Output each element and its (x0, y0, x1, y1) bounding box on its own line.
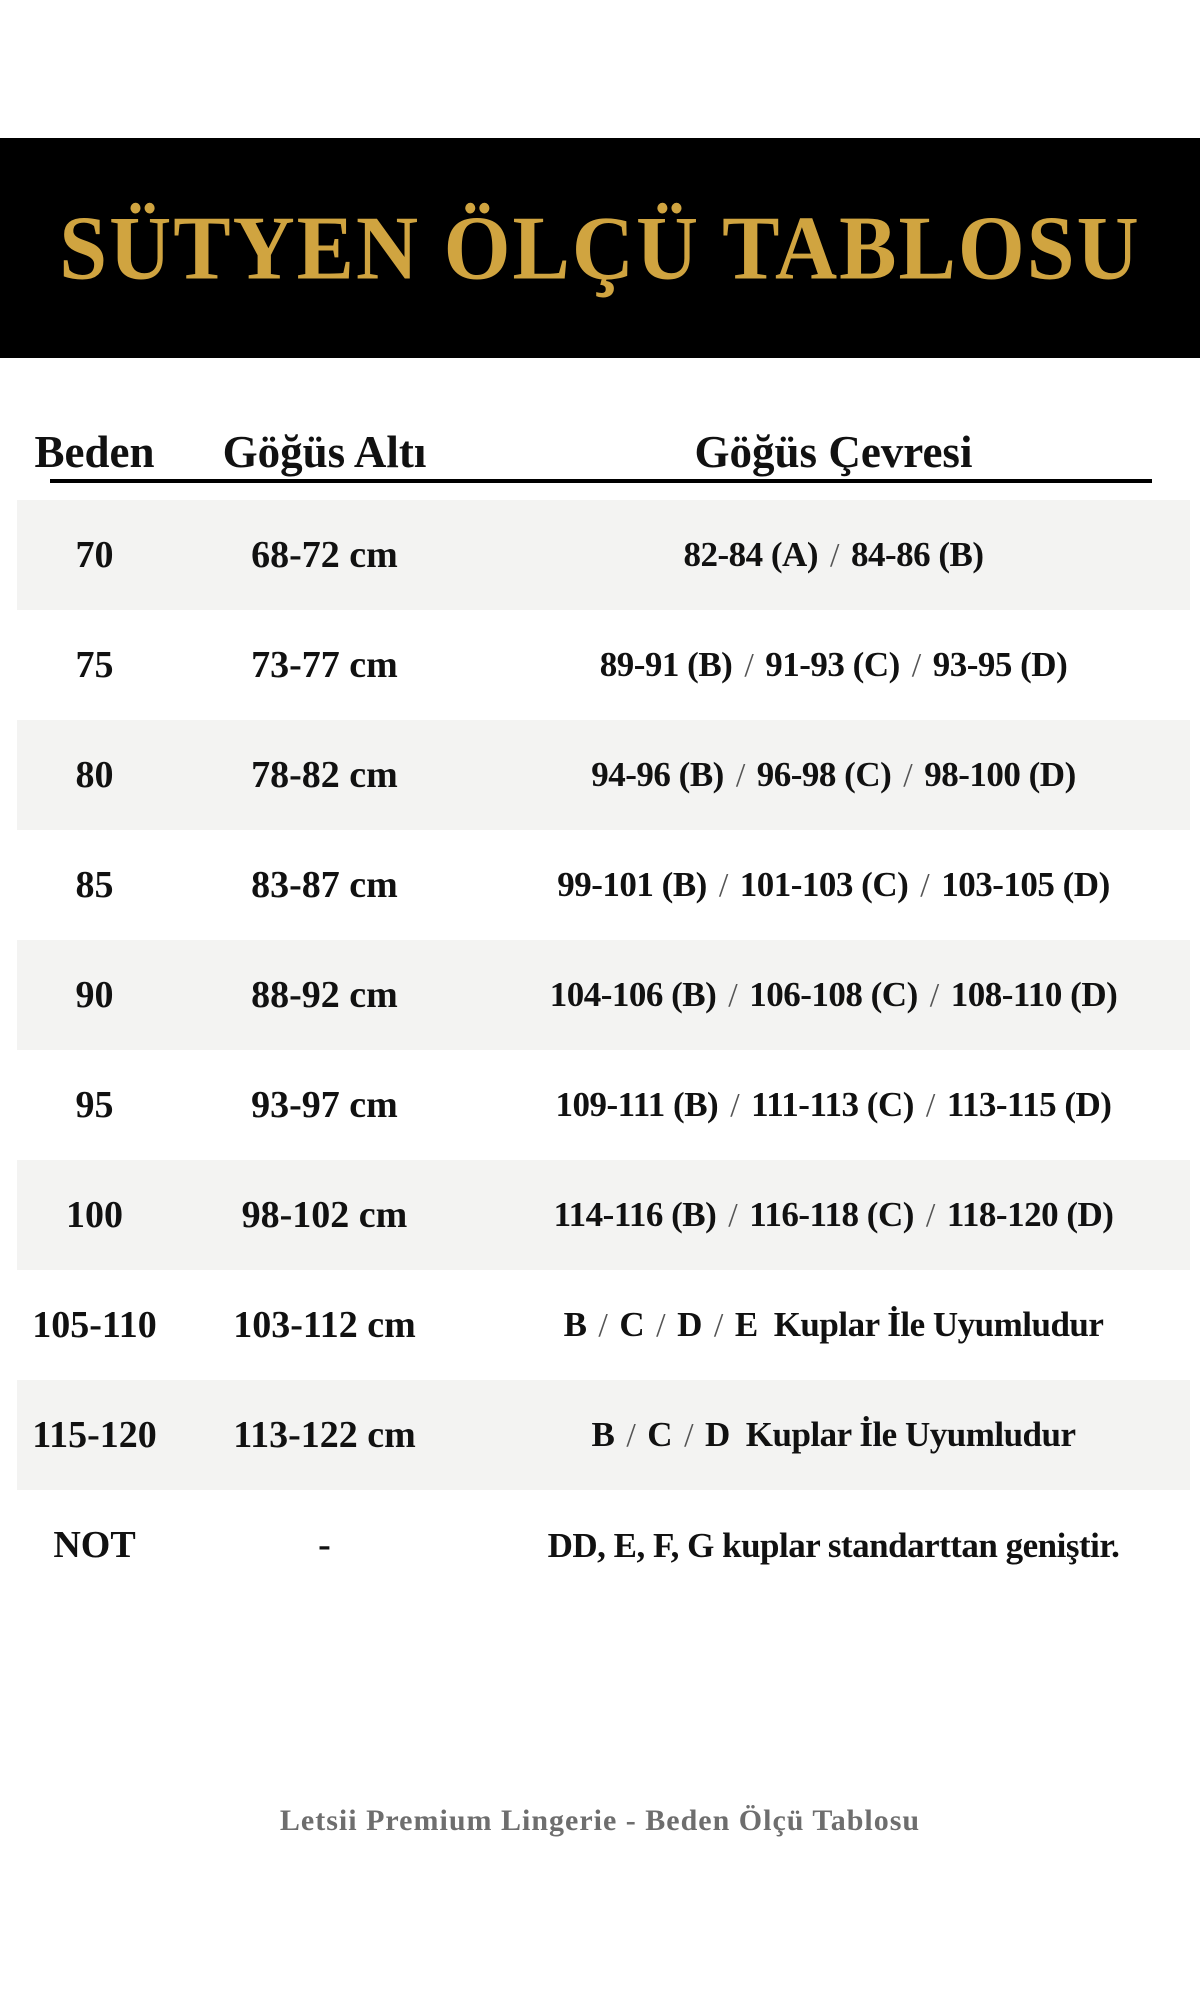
cell-gogus-alti: 113-122 cm (233, 1414, 416, 1456)
cup-note: DD, E, F, G kuplar standarttan geniştir. (547, 1525, 1120, 1565)
cell-gogus-cevresi (477, 1307, 1190, 1343)
cell-beden: 85 (75, 864, 114, 906)
slash-separator: / (718, 867, 728, 904)
cell-beden: 115-120 (32, 1414, 157, 1456)
cup-measurement: 116-118 (C) (749, 1195, 914, 1234)
slash-separator: / (656, 1307, 666, 1344)
cell-beden: 75 (75, 644, 114, 686)
table-row (17, 720, 1190, 830)
slash-separator: / (728, 1197, 738, 1234)
cup-measurement: 114-116 (B) (553, 1195, 717, 1234)
slash-separator: / (735, 757, 745, 794)
footer-caption: Letsii Premium Lingerie - Beden Ölçü Tablosu (279, 1804, 921, 1837)
cell-gogus-cevresi (477, 977, 1190, 1013)
slash-separator: / (744, 647, 754, 684)
cell-beden: 95 (75, 1084, 114, 1126)
cup-measurement: E (734, 1305, 758, 1344)
cup-note: Kuplar İle Uyumludur (773, 1305, 1104, 1344)
cup-measurement: 101-103 (C) (739, 865, 909, 904)
cup-measurement: 104-106 (B) (549, 975, 717, 1014)
cell-beden: 100 (66, 1194, 123, 1236)
cup-measurement: 93-95 (D) (932, 645, 1068, 684)
cup-measurement: 113-115 (D) (946, 1085, 1112, 1124)
cell-gogus-alti: 78-82 cm (251, 754, 398, 796)
cell-gogus-alti: 83-87 cm (251, 864, 398, 906)
slash-separator: / (911, 647, 921, 684)
cell-beden: 105-110 (32, 1304, 157, 1346)
cup-measurement: D (677, 1305, 702, 1344)
cell-beden: 80 (75, 754, 114, 796)
cell-gogus-alti: 88-92 cm (251, 974, 398, 1016)
cell-beden: NOT (53, 1524, 136, 1566)
cell-gogus-alti: 93-97 cm (251, 1084, 398, 1126)
table-row (17, 610, 1190, 720)
cell-gogus-alti: - (318, 1524, 331, 1566)
table-row (17, 500, 1190, 610)
cup-measurement: B (591, 1415, 615, 1454)
cup-measurement: 89-91 (B) (599, 645, 733, 684)
cup-measurement: 106-108 (C) (749, 975, 918, 1014)
slash-separator: / (728, 977, 738, 1014)
table-row (17, 1160, 1190, 1270)
cup-measurement: D (705, 1415, 730, 1454)
cell-beden: 70 (75, 534, 114, 576)
table-row (17, 1270, 1190, 1380)
cell-gogus-cevresi (477, 647, 1190, 683)
cell-gogus-cevresi (477, 867, 1190, 903)
cell-gogus-alti: 68-72 cm (251, 534, 398, 576)
cup-measurement: 103-105 (D) (941, 865, 1110, 904)
cup-measurement: 111-113 (C) (751, 1085, 914, 1124)
cell-gogus-alti: 98-102 cm (241, 1194, 408, 1236)
table-row (17, 830, 1190, 940)
cell-gogus-cevresi (477, 1087, 1190, 1123)
cell-gogus-cevresi (477, 1525, 1190, 1565)
cup-measurement: C (619, 1305, 645, 1344)
cell-gogus-alti: 103-112 cm (233, 1304, 416, 1346)
cup-measurement: 98-100 (D) (924, 755, 1076, 794)
cell-gogus-cevresi (477, 1417, 1190, 1453)
table-row (17, 940, 1190, 1050)
slash-separator: / (684, 1417, 694, 1454)
cell-gogus-cevresi (477, 537, 1190, 573)
slash-separator: / (925, 1087, 935, 1124)
slash-separator: / (713, 1307, 723, 1344)
cup-measurement: 99-101 (B) (557, 865, 707, 904)
slash-separator: / (598, 1307, 608, 1344)
header-underline (50, 479, 1152, 483)
cup-measurement: 109-111 (B) (555, 1085, 719, 1124)
cup-measurement: 96-98 (C) (756, 755, 892, 794)
slash-separator: / (925, 1197, 935, 1234)
cell-gogus-alti: 73-77 cm (251, 644, 398, 686)
cup-measurement: B (563, 1305, 587, 1344)
cup-measurement: 82-84 (A) (683, 535, 818, 574)
cup-measurement: 118-120 (D) (946, 1195, 1114, 1234)
table-row (17, 1050, 1190, 1160)
table-rows (17, 500, 1190, 1600)
slash-separator: / (903, 757, 913, 794)
cell-beden: 90 (75, 974, 114, 1016)
slash-separator: / (920, 867, 930, 904)
slash-separator: / (626, 1417, 636, 1454)
column-header-beden: Beden (34, 427, 155, 477)
cup-measurement: 91-93 (C) (765, 645, 900, 684)
cell-gogus-cevresi (477, 1197, 1190, 1233)
cup-measurement: 94-96 (B) (591, 755, 724, 794)
slash-separator: / (929, 977, 939, 1014)
cup-measurement: 108-110 (D) (950, 975, 1118, 1014)
slash-separator: / (730, 1087, 740, 1124)
column-header-gogus-cevresi: Göğüs Çevresi (694, 427, 973, 477)
cup-note: Kuplar İle Uyumludur (745, 1415, 1076, 1454)
cup-measurement: C (647, 1415, 673, 1454)
cell-gogus-cevresi (477, 757, 1190, 793)
table-header (17, 413, 1190, 475)
page-title: SÜTYEN ÖLÇÜ TABLOSU (59, 197, 1141, 299)
title-band (0, 138, 1200, 358)
table-row (17, 1490, 1190, 1600)
column-header-gogus-alti: Göğüs Altı (222, 427, 427, 477)
slash-separator: / (829, 537, 839, 574)
cup-measurement: 84-86 (B) (850, 535, 984, 574)
table-row (17, 1380, 1190, 1490)
